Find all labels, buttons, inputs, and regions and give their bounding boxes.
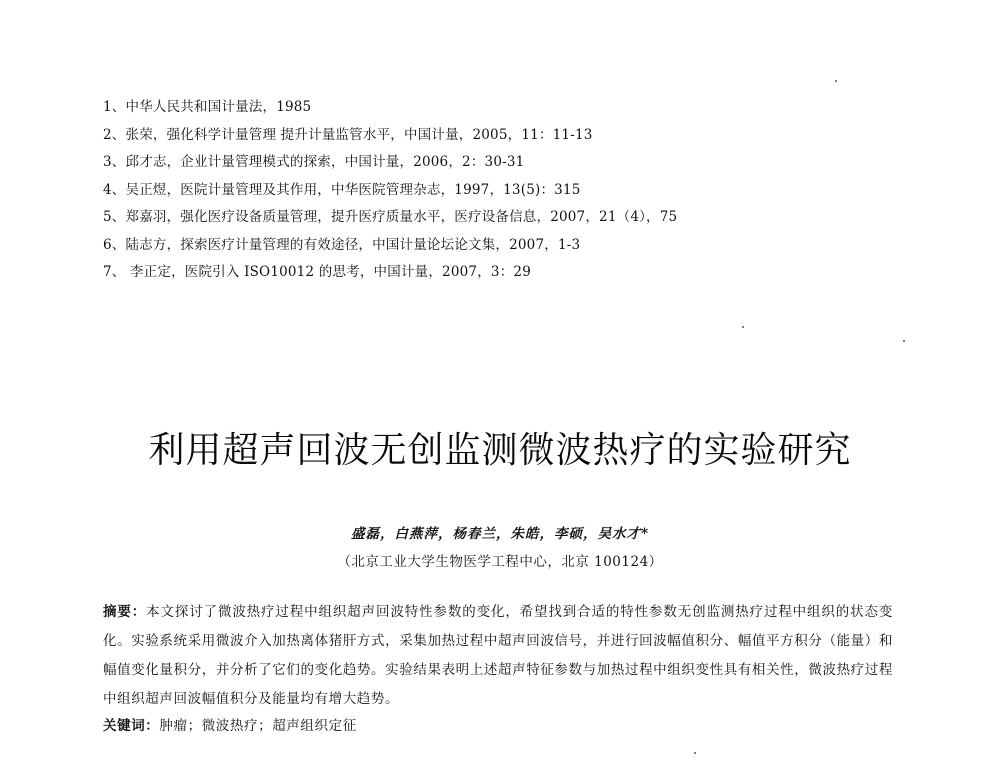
reference-item: 7、 李正定，医院引入 ISO10012 的思考，中国计量，2007，3：29 (103, 264, 531, 280)
reference-item: 3、邱才志，企业计量管理模式的探索，中国计量，2006，2：30-31 (103, 154, 525, 170)
abstract-label: 摘要： (103, 604, 147, 620)
affiliation: （北京工业大学生物医学工程中心，北京 100124） (337, 554, 663, 570)
reference-item: 5、郑嘉羽，强化医疗设备质量管理，提升医疗质量水平，医疗设备信息，2007，21（4），75 (103, 209, 678, 225)
scan-speck (835, 80, 837, 82)
reference-item: 2、张荣，强化科学计量管理 提升计量监管水平，中国计量，2005，11：11-13 (103, 126, 593, 143)
reference-list (103, 94, 963, 287)
author-list: 盛磊，白燕萍，杨春兰，朱皓，李硕，吴水才* (350, 526, 650, 542)
reference-item: 4、吴正煜，医院计量管理及其作用，中华医院管理杂志，1997，13(5)：315 (103, 181, 581, 198)
reference-item: 1、中华人民共和国计量法，1985 (103, 99, 312, 115)
scan-speck (742, 326, 744, 328)
abstract (103, 598, 893, 714)
keywords (103, 712, 893, 741)
scan-speck (694, 752, 696, 754)
keywords-label: 关键词： (103, 718, 160, 734)
keywords-text: 肿瘤；微波热疗；超声组织定征 (159, 718, 357, 734)
reference-item: 6、陆志方，探索医疗计量管理的有效途径，中国计量论坛论文集，2007，1-3 (103, 236, 581, 253)
scan-speck (903, 340, 905, 342)
abstract-text: 本文探讨了微波热疗过程中组织超声回波特性参数的变化，希望找到合适的特性参数无创监测热疗过程中组织的状态变化。实验系统采用微波介入加热离体猪肝方式，采集加热过程中超声回波信号，并进行回波幅值积分、幅值平方积分（能量）和幅值变化量积分，并分析了它们的变化趋势。实验结果表明上述超声特征参数与加热过程中组织变性具有相关性，微波热疗过程中组织超声回波幅值积分及能量均有增大趋势。 (103, 604, 893, 707)
paper-title: 利用超声回波无创监测微波热疗的实验研究 (148, 430, 852, 471)
